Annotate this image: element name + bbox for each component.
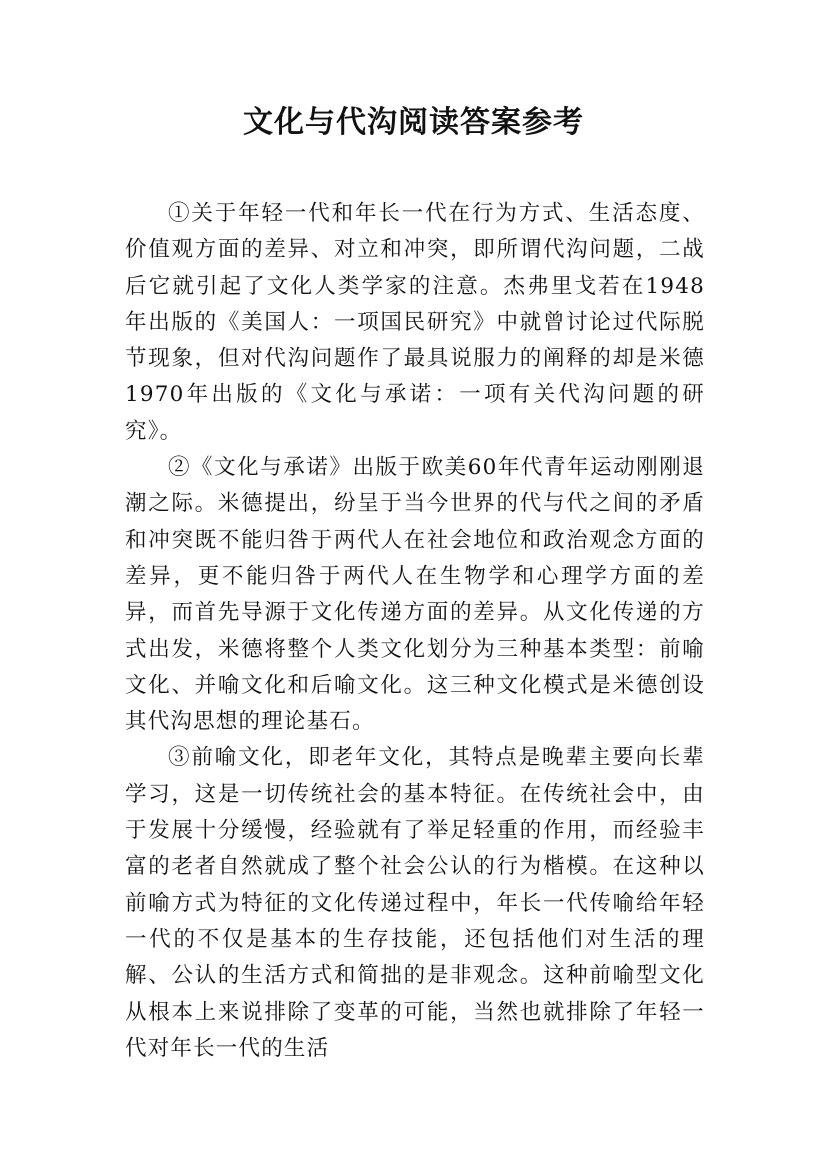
document-title: 文化与代沟阅读答案参考 [243, 105, 584, 140]
paragraph-1: ①关于年轻一代和年长一代在行为方式、生活态度、价值观方面的差异、对立和冲突，即所谓代沟问题，二战后它就引起了文化人类学家的注意。杰弗里戈若在1948年出版的《美国人：一项国民研究》中就曾讨论过代际脱节现象，但对代沟问题作了最具说服力的阐释的却是米德1970年出版的《文化与承诺：一项有关代沟问题的研究》。 [125, 201, 705, 444]
document-body [125, 196, 705, 1067]
paragraph-3: ③前喻文化，即老年文化，其特点是晚辈主要向长辈学习，这是一切传统社会的基本特征。在传统社会中，由于发展十分缓慢，经验就有了举足轻重的作用，而经验丰富的老者自然就成了整个社会公认的行为楷模。在这种以前喻方式为特征的文化传递过程中，年长一代传喻给年轻一代的不仅是基本的生存技能，还包括他们对生活的理解、公认的生活方式和简拙的是非观念。这种前喻型文化从根本上来说排除了变革的可能，当然也就排除了年轻一代对年长一代的生活 [125, 745, 705, 1061]
paragraph-2: ②《文化与承诺》出版于欧美60年代青年运动刚刚退潮之际。米德提出，纷呈于当今世界的代与代之间的矛盾和冲突既不能归咎于两代人在社会地位和政治观念方面的差异，更不能归咎于两代人在生物学和心理学方面的差异，而首先导源于文化传递方面的差异。从文化传递的方式出发，米德将整个人类文化划分为三种基本类型：前喻文化、并喻文化和后喻文化。这三种文化模式是米德创设其代沟思想的理论基石。 [125, 455, 705, 735]
